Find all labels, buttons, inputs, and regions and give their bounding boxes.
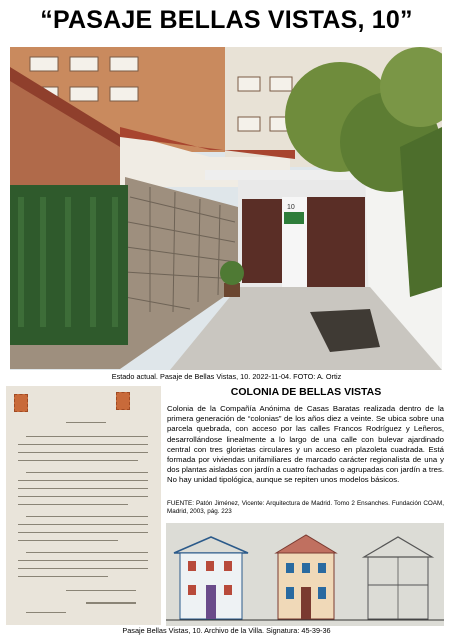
colony-heading: COLONIA DE BELLAS VISTAS — [230, 386, 382, 398]
current-state-photo — [10, 47, 442, 370]
archive-letter-scan — [6, 386, 161, 625]
source-citation: FUENTE: Patón Jiménez, Vicente: Arquitectura de Madrid. Tomo 2 Ensanches. Fundación COAM, Madrid, 2003, pág. 223 — [167, 500, 444, 516]
postage-stamp-icon — [14, 394, 28, 412]
house-number-sign: 10 — [287, 204, 295, 211]
archive-caption: Pasaje Bellas Vistas, 10. Archivo de la Villa. Signatura: 45-39-36 — [122, 626, 331, 635]
photo-caption: Estado actual. Pasaje de Bellas Vistas, 10. 2022-11-04. FOTO: A. Ortiz — [111, 372, 342, 381]
page-title: “PASAJE BELLAS VISTAS, 10” — [40, 6, 413, 34]
elevation-drawing-illustration — [166, 523, 444, 626]
archive-elevation-drawing — [166, 523, 444, 626]
revenue-stamp-icon — [116, 392, 130, 410]
colony-description: Colonia de la Compañía Anónima de Casas Baratas realizada dentro de la primera generación de “colonias” de los años diez a veinte. Se ubica sobre una parcela quebrada, con acceso por las calles Francos Rodríguez y Leñeros, desarrollándose linealmente a lo largo de una calle con bulevar ajardinado central con tres glorietas circulares y un acceso en plazoleta cuadrada. Está formada por viviendas unifamiliares de marcado carácter regionalista de una y dos plantas aisladas con jardín a cuatro fachadas o agrupadas con jardín a tres. No hay unidad tipológica, aunque se repiten unos modelos básicos. — [167, 404, 444, 485]
street-photo-illustration — [10, 47, 442, 370]
